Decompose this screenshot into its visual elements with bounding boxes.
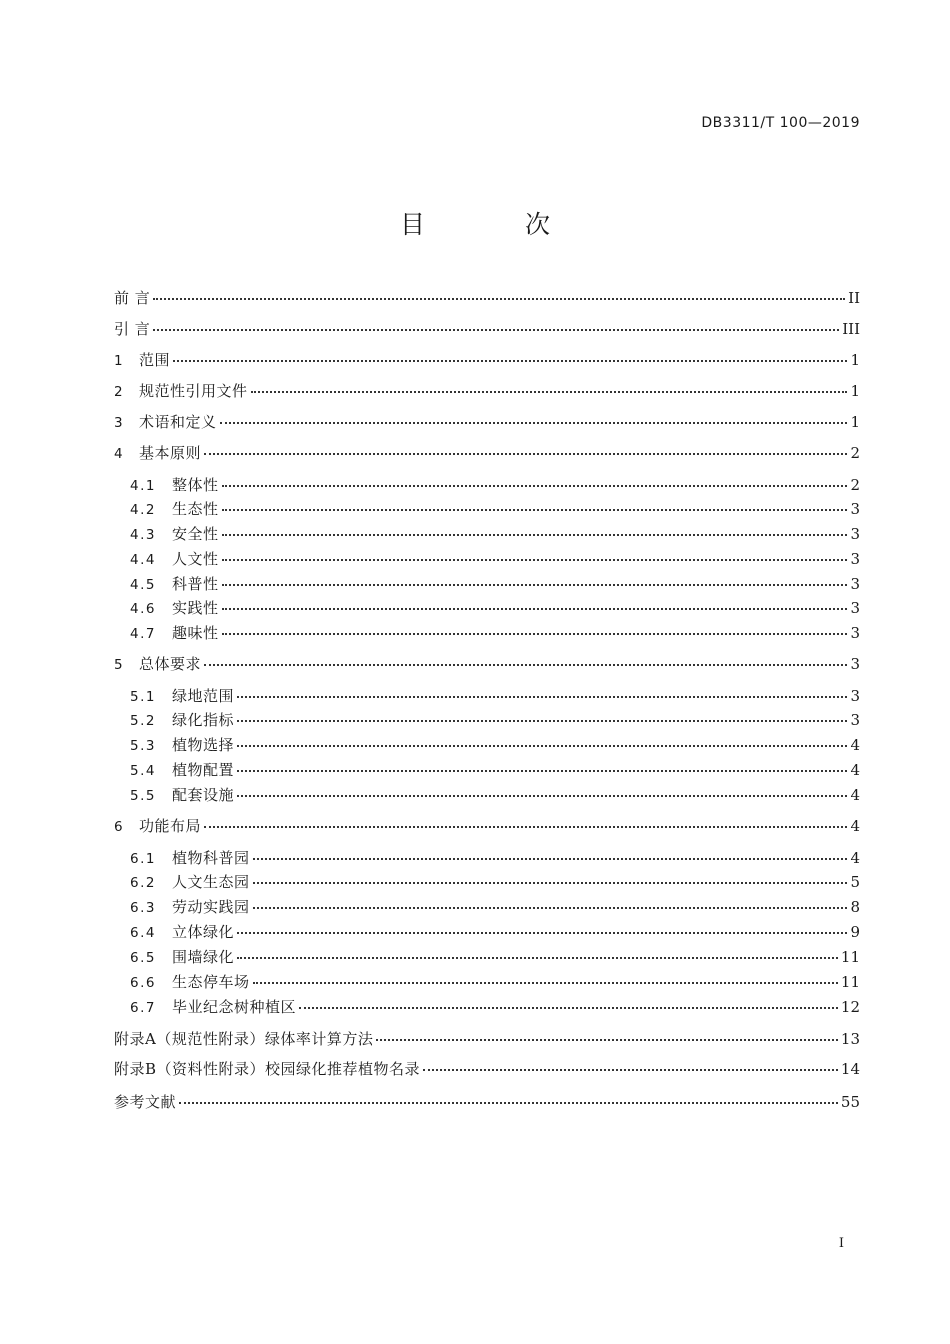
toc-dot-leader xyxy=(222,558,848,561)
toc-dot-leader xyxy=(220,421,848,424)
toc-dot-leader xyxy=(222,484,848,487)
toc-entry[interactable] xyxy=(114,442,860,464)
toc-entry-number: 4.7 xyxy=(130,626,156,642)
toc-entry-number: 5.2 xyxy=(130,713,156,729)
toc-dot-leader xyxy=(222,632,848,635)
toc-entry-page: 3 xyxy=(850,500,860,518)
page-number: I xyxy=(838,1236,844,1251)
toc-entry-title: 术语和定义 xyxy=(139,413,217,431)
toc-entry-title: 劳动实践园 xyxy=(172,898,250,916)
toc-dot-leader xyxy=(222,533,848,536)
toc-entry-number: 4.2 xyxy=(130,502,156,518)
toc-entry-page: 4 xyxy=(850,761,860,779)
toc-entry-title: 围墙绿化 xyxy=(172,948,235,966)
toc-entry[interactable] xyxy=(130,759,860,781)
toc-entry[interactable] xyxy=(130,474,860,496)
toc-entry-number: 4.6 xyxy=(130,601,156,617)
toc-entry[interactable] xyxy=(130,573,860,595)
toc-entry-title: 生态性 xyxy=(172,500,219,518)
toc-entry-page: 3 xyxy=(850,624,860,642)
toc-entry-page: 1 xyxy=(850,382,860,400)
toc-entry-title: 附录B（资料性附录）校园绿化推荐植物名录 xyxy=(114,1060,421,1078)
toc-entry-title: 立体绿化 xyxy=(172,923,235,941)
toc-entry-title: 绿地范围 xyxy=(172,687,235,705)
toc-entry-title: 人文性 xyxy=(172,550,219,568)
toc-entry-page: 4 xyxy=(850,786,860,804)
toc-entry-page: 3 xyxy=(850,711,860,729)
toc-entry[interactable] xyxy=(114,1058,860,1080)
toc-entry-page: 1 xyxy=(850,413,860,431)
toc-entry[interactable] xyxy=(130,847,860,869)
toc-entry[interactable] xyxy=(130,709,860,731)
toc-entry-title: 生态停车场 xyxy=(172,973,250,991)
toc-entry-number: 6 xyxy=(114,819,123,835)
toc-entry[interactable] xyxy=(130,734,860,756)
toc-entry-page: 3 xyxy=(850,575,860,593)
toc-entry-number: 6.5 xyxy=(130,950,156,966)
toc-entry-page: 5 xyxy=(850,873,860,891)
toc-entry-number: 3 xyxy=(114,415,123,431)
toc-entry-number: 6.2 xyxy=(130,875,156,891)
document-code: DB3311/T 100—2019 xyxy=(701,115,860,131)
toc-dot-leader xyxy=(237,719,847,722)
toc-entry-page: 2 xyxy=(850,444,860,462)
toc-entry[interactable] xyxy=(114,318,860,340)
toc-entry[interactable] xyxy=(130,971,860,993)
toc-entry-page: 12 xyxy=(840,998,860,1016)
toc-entry-title: 毕业纪念树种植区 xyxy=(172,998,297,1016)
toc-entry-number: 4.4 xyxy=(130,552,156,568)
toc-dot-leader xyxy=(173,359,847,362)
toc-entry-page: 2 xyxy=(850,476,860,494)
toc-entry-title: 功能布局 xyxy=(139,817,202,835)
page-title: 目 次 xyxy=(400,210,596,239)
toc-entry[interactable] xyxy=(130,622,860,644)
toc-entry[interactable] xyxy=(114,815,860,837)
toc-entry[interactable] xyxy=(114,1091,860,1113)
toc-entry-title: 趣味性 xyxy=(172,624,219,642)
toc-entry-number: 5.5 xyxy=(130,788,156,804)
toc-dot-leader xyxy=(204,663,847,666)
toc-dot-leader xyxy=(237,956,838,959)
toc-entry-number: 5.1 xyxy=(130,689,156,705)
toc-dot-leader xyxy=(299,1006,838,1009)
toc-entry-page: 4 xyxy=(850,849,860,867)
toc-entry[interactable] xyxy=(130,597,860,619)
toc-entry-title: 前 言 xyxy=(114,289,151,307)
toc-dot-leader xyxy=(222,583,848,586)
toc-entry[interactable] xyxy=(130,946,860,968)
toc-dot-leader xyxy=(153,328,839,331)
toc-entry-number: 1 xyxy=(114,353,123,369)
toc-entry-page: 55 xyxy=(840,1093,860,1111)
toc-dot-leader xyxy=(237,744,847,747)
toc-entry-title: 规范性引用文件 xyxy=(139,382,248,400)
toc-entry-title: 植物科普园 xyxy=(172,849,250,867)
toc-entry-number: 6.6 xyxy=(130,975,156,991)
toc-entry[interactable] xyxy=(130,685,860,707)
toc-dot-leader xyxy=(237,931,847,934)
toc-entry-page: 8 xyxy=(850,898,860,916)
toc-entry-title: 实践性 xyxy=(172,599,219,617)
toc-entry-title: 基本原则 xyxy=(139,444,202,462)
toc-entry-title: 科普性 xyxy=(172,575,219,593)
toc-entry-number: 6.7 xyxy=(130,1000,156,1016)
toc-entry-title: 参考文献 xyxy=(114,1093,177,1111)
toc-entry-title: 植物选择 xyxy=(172,736,235,754)
toc-entry-page: 4 xyxy=(850,817,860,835)
toc-entry-title: 安全性 xyxy=(172,525,219,543)
toc-dot-leader xyxy=(204,825,847,828)
toc-entry-title: 配套设施 xyxy=(172,786,235,804)
toc-entry[interactable] xyxy=(114,287,860,309)
toc-entry[interactable] xyxy=(130,523,860,545)
toc-entry[interactable] xyxy=(114,1028,860,1050)
toc-dot-leader xyxy=(376,1038,838,1041)
toc-entry[interactable] xyxy=(130,498,860,520)
toc-entry-title: 总体要求 xyxy=(139,655,202,673)
toc-entry-number: 5 xyxy=(114,657,123,673)
toc-entry-page: 4 xyxy=(850,736,860,754)
toc-entry-title: 范围 xyxy=(139,351,171,369)
toc-entry-title: 人文生态园 xyxy=(172,873,250,891)
toc-entry[interactable] xyxy=(130,871,860,893)
toc-dot-leader xyxy=(237,794,847,797)
toc-entry-title: 绿化指标 xyxy=(172,711,235,729)
toc-entry-number: 4.3 xyxy=(130,527,156,543)
toc-entry[interactable] xyxy=(130,548,860,570)
toc-entry[interactable] xyxy=(130,784,860,806)
toc-dot-leader xyxy=(179,1101,838,1104)
toc-entry-number: 4.1 xyxy=(130,478,156,494)
toc-entry-page: 3 xyxy=(850,550,860,568)
toc-entry-title: 整体性 xyxy=(172,476,219,494)
toc-entry-title: 引 言 xyxy=(114,320,151,338)
toc-dot-leader xyxy=(253,981,838,984)
toc-entry[interactable] xyxy=(114,380,860,402)
toc-entry-number: 2 xyxy=(114,384,123,400)
toc-dot-leader xyxy=(153,297,845,300)
toc-dot-leader xyxy=(253,857,848,860)
toc-entry-page: 3 xyxy=(850,599,860,617)
toc-dot-leader xyxy=(253,881,848,884)
toc-dot-leader xyxy=(423,1068,838,1071)
toc-entry-page: 3 xyxy=(850,687,860,705)
toc-entry-page: 11 xyxy=(840,948,860,966)
toc-entry-number: 6.3 xyxy=(130,900,156,916)
toc-entry-title: 植物配置 xyxy=(172,761,235,779)
toc-entry-page: 1 xyxy=(850,351,860,369)
toc-entry-number: 6.4 xyxy=(130,925,156,941)
toc-dot-leader xyxy=(237,695,847,698)
toc-entry[interactable] xyxy=(114,411,860,433)
toc-entry-page: 14 xyxy=(840,1060,860,1078)
toc-dot-leader xyxy=(237,769,847,772)
toc-entry[interactable] xyxy=(114,349,860,371)
toc-dot-leader xyxy=(222,607,848,610)
table-of-contents xyxy=(114,0,860,1344)
toc-entry[interactable] xyxy=(114,653,860,675)
toc-entry-number: 5.4 xyxy=(130,763,156,779)
toc-dot-leader xyxy=(251,390,848,393)
toc-entry-number: 5.3 xyxy=(130,738,156,754)
toc-entry-page: III xyxy=(842,320,860,338)
toc-entry[interactable] xyxy=(130,996,860,1018)
toc-entry-number: 4 xyxy=(114,446,123,462)
toc-entry-page: 3 xyxy=(850,655,860,673)
toc-entry-page: 13 xyxy=(840,1030,860,1048)
toc-dot-leader xyxy=(222,508,848,511)
toc-entry-page: 9 xyxy=(850,923,860,941)
toc-entry-number: 4.5 xyxy=(130,577,156,593)
toc-entry-number: 6.1 xyxy=(130,851,156,867)
toc-dot-leader xyxy=(253,906,848,909)
toc-entry[interactable] xyxy=(130,896,860,918)
toc-entry-page: 11 xyxy=(840,973,860,991)
toc-entry-page: II xyxy=(848,289,860,307)
toc-dot-leader xyxy=(204,452,847,455)
toc-entry-page: 3 xyxy=(850,525,860,543)
toc-entry[interactable] xyxy=(130,921,860,943)
toc-entry-title: 附录A（规范性附录）绿体率计算方法 xyxy=(114,1030,374,1048)
